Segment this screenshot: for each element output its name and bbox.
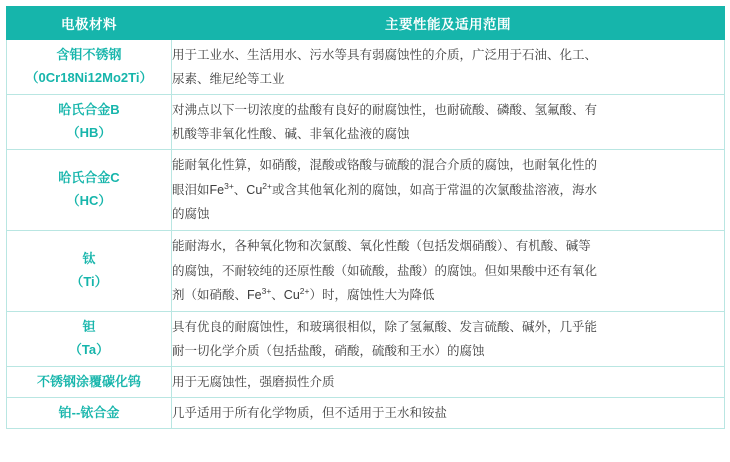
material-line: （HB） [66,125,112,140]
description-cell [172,367,725,398]
material-line: 含钼不锈钢 [56,47,122,63]
table-row [7,231,725,312]
description-cell [172,312,725,367]
table-row [7,367,725,398]
material-line: 钛 [82,251,96,267]
material-cell [7,367,172,398]
description-line: 能耐海水，各种氧化物和次氯酸、氧化性酸（包括发烟硝酸）、有机酸、碱等 [172,239,591,254]
electrode-material-table [6,6,725,429]
table-row [7,312,725,367]
material-line: 钽 [82,319,96,335]
header-cell-description: 主要性能及适用范围 [172,7,725,40]
description-line: 的腐蚀 [172,207,210,222]
description-line: 耐一切化学介质（包括盐酸，硝酸，硫酸和王水）的腐蚀 [172,344,485,358]
description-line: 几乎适用于所有化学物质，但不适用于王水和铵盐 [172,405,448,420]
material-cell [7,312,172,367]
table-row [7,40,725,95]
material-line: （HC） [66,193,112,208]
material-line: 不锈钢涂覆碳化钨 [36,373,141,389]
description-cell [172,95,725,150]
material-line: （Ta） [68,342,110,357]
description-cell [172,40,725,95]
description-cell [172,398,725,429]
description-line: 机酸等非氧化性酸、碱、非氧化盐液的腐蚀 [172,127,410,141]
material-cell [7,150,172,231]
description-line: 具有优良的耐腐蚀性，和玻璃很相似，除了氢氟酸、发言硫酸、碱外，几乎能 [172,319,598,334]
material-line: （Ti） [70,274,108,289]
description-line: 用于工业水、生活用水、污水等具有弱腐蚀性的介质，广泛用于石油、化工、 [172,47,598,62]
material-line: （0Cr18Ni12Mo2Ti） [25,70,153,85]
material-line: 铂--铱合金 [58,404,120,420]
description-line: 用于无腐蚀性，强磨损性介质 [172,374,335,389]
material-line: 哈氏合金B [58,102,120,118]
material-cell [7,231,172,312]
table-row [7,95,725,150]
description-line: 眼泪如$Fe^{3+}$、$Cu^{2+}$或含其他氧化剂的腐蚀，如高于常温的次氯酸盐溶液，海水 [172,180,597,197]
material-cell [7,398,172,429]
description-line: 剂（如硝酸、$Fe^{3+}$、$Cu^{2+}$）时，腐蚀性大为降低 [172,286,435,303]
table-row [7,398,725,429]
material-line: 哈氏合金C [58,170,120,186]
description-cell [172,231,725,312]
header-cell-material: 电极材料 [7,7,172,40]
material-cell [7,40,172,95]
description-line: 能耐氧化性算，如硝酸，混酸或铬酸与硫酸的混合介质的腐蚀，也耐氧化性的 [172,158,598,173]
description-line: 对沸点以下一切浓度的盐酸有良好的耐腐蚀性，也耐硫酸、磷酸、氢氟酸、有 [172,102,598,117]
material-cell [7,95,172,150]
description-line: 尿素、维尼纶等工业 [172,72,285,86]
description-cell [172,150,725,231]
table-row [7,150,725,231]
table-header-row [7,7,725,40]
description-line: 的腐蚀，不耐较纯的还原性酸（如硫酸，盐酸）的腐蚀。但如果酸中还有氧化 [172,263,598,278]
